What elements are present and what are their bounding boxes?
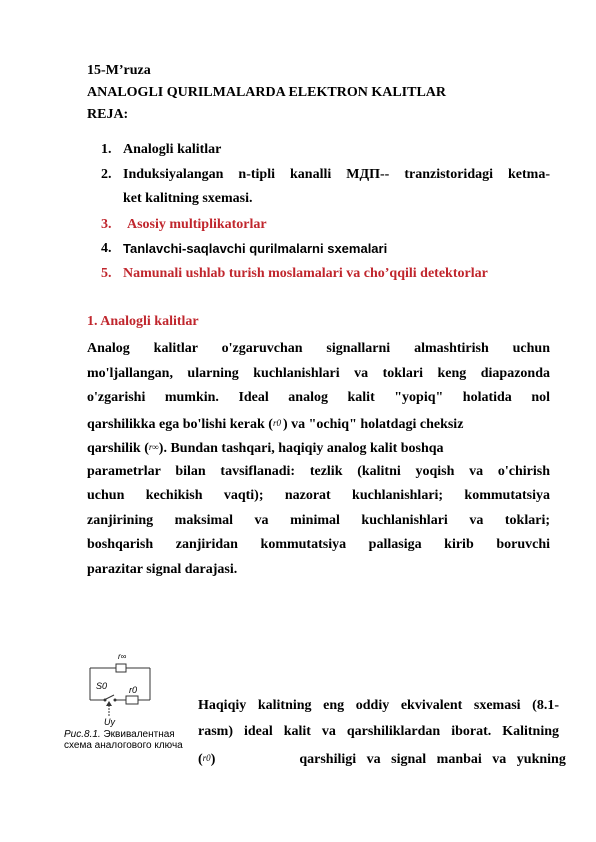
figure-label-rinf: r∞ [118, 652, 127, 661]
plan-item-5-text: Namunali ushlab turish moslamalari va cho’qqili detektorlar [123, 266, 488, 281]
paragraph-text: qarshilik ( [87, 441, 149, 456]
plan-item-1-number: 1. [101, 142, 112, 157]
r0-symbol: r0 [272, 418, 281, 428]
r-infinity-resistor [116, 664, 126, 672]
plan-item-4-number: 4. [101, 241, 112, 256]
paragraph-line: zanjirining maksimal va minimal kuchlanishlari va toklari; [87, 513, 550, 528]
r-infinity-symbol: r∞ [148, 442, 159, 452]
paragraph-line: o'zgarishi mumkin. Ideal analog kalit "yopiq" holatida nol [87, 390, 550, 405]
plan-item-3-text: Asosiy multiplikatorlar [127, 217, 267, 232]
plan-item-3-number: 3. [101, 217, 112, 232]
paragraph-line: boshqarish zanjiridan kommutatsiya pallasiga kirib boruvchi [87, 537, 550, 552]
paragraph-line: Analog kalitlar o'zgaruvchan signallarni almashtirish uchun [87, 341, 550, 356]
plan-item-5-number: 5. [101, 266, 112, 281]
paragraph-line: parazitar signal darajasi. [87, 562, 238, 577]
control-arrow-icon [106, 701, 112, 706]
paragraph-text: ) qarshiligi va signal manbai va yukning [210, 752, 566, 767]
section-heading: 1. Analogli kalitlar [87, 314, 199, 329]
paragraph-text: ( [198, 752, 203, 767]
paragraph-text: ). Bundan tashqari, haqiqiy analog kalit boshqa [158, 441, 444, 456]
plan-item-2-text-cont: ket kalitning sxemasi. [123, 191, 253, 206]
r0-symbol: r0 [202, 753, 211, 763]
paragraph-line [198, 749, 566, 769]
paragraph-line: parametrlar bilan tavsiflanadi: tezlik (kalitni yoqish va o'chirish [87, 464, 550, 479]
paragraph-line: uchun kechikish vaqti); nazorat kuchlanishlari; kommutatsiya [87, 488, 550, 503]
plan-label: REJA: [87, 107, 129, 122]
switch-contact [104, 699, 107, 702]
paragraph-line [87, 414, 463, 434]
figure-label-uy: Uy [104, 717, 115, 727]
figure-label-s0: S0 [96, 681, 108, 691]
figure-label-r0: r0 [129, 685, 138, 695]
plan-item-4-text: Tanlavchi-saqlavchi qurilmalarni sxemalari [123, 241, 388, 256]
paragraph-line [87, 438, 444, 458]
plan-item-1-text: Analogli kalitlar [123, 142, 222, 157]
figure-caption-line-2: схема аналогового ключа [64, 740, 183, 751]
r0-resistor [126, 696, 138, 704]
plan-item-2-text: Induksiyalangan n-tipli kanalli МДП-- tranzistoridagi ketma- [123, 167, 550, 182]
document-title: ANALOGLI QURILMALARDA ELEKTRON KALITLAR [87, 85, 446, 100]
paragraph-text: ) va "ochiq" holatdagi cheksiz [282, 417, 464, 432]
paragraph-line: mo'ljallangan, ularning kuchlanishlari va toklari keng diapazonda [87, 366, 550, 381]
paragraph-text: qarshilikka ega bo'lishi kerak ( [87, 417, 273, 432]
plan-item-2-number: 2. [101, 167, 112, 182]
figure-caption-prefix: Рис.8.1. [64, 729, 101, 740]
figure-caption-text: Эквивалентная [100, 729, 175, 740]
lecture-number: 15-M’ruza [87, 63, 151, 78]
paragraph-line: Haqiqiy kalitning eng oddiy ekvivalent sxemasi (8.1- [198, 698, 559, 713]
paragraph-line: rasm) ideal kalit va qarshiliklardan iborat. Kalitning [198, 724, 559, 739]
figure-caption [64, 729, 175, 740]
